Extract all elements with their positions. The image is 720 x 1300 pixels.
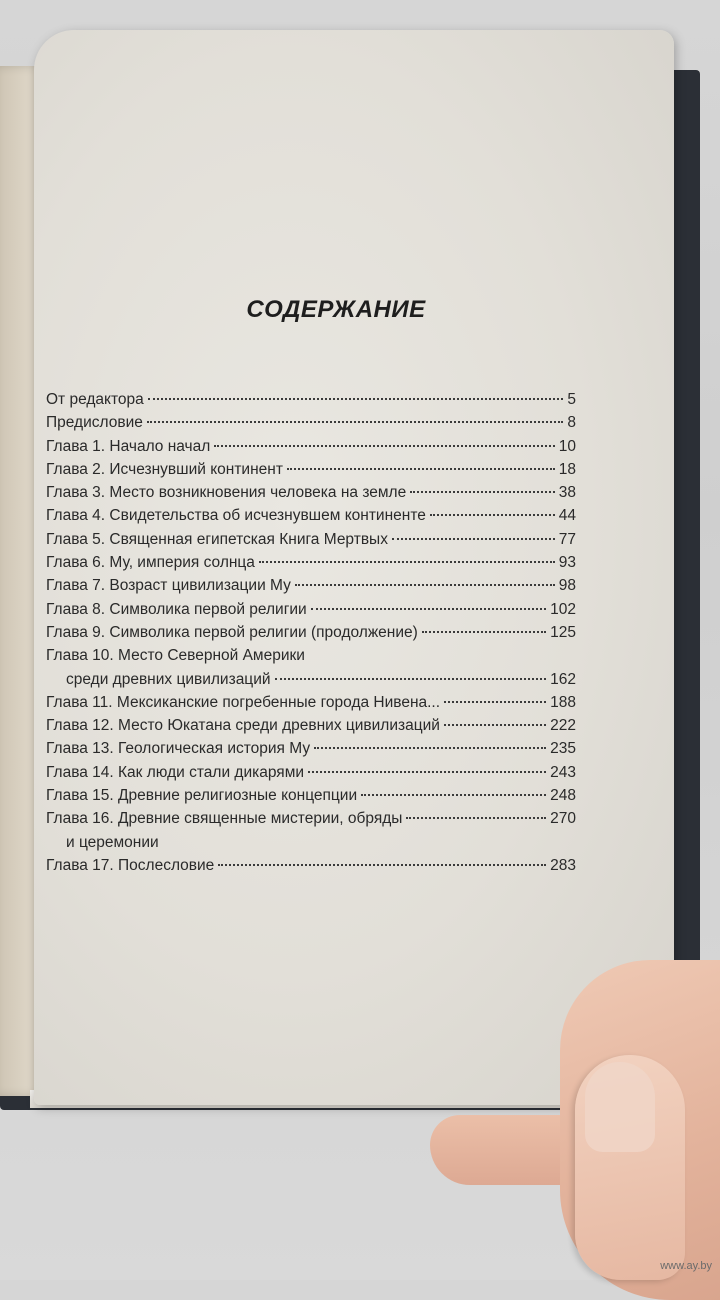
toc-entry-label: Глава 9. Символика первой религии (продолжение): [46, 623, 418, 641]
toc-leader-dots: [314, 747, 546, 749]
toc-leader-dots: [148, 398, 564, 400]
toc-entry-label: Глава 8. Символика первой религии: [46, 600, 307, 618]
toc-entry-label: Глава 13. Геологическая история Му: [46, 740, 311, 758]
toc-leader-dots: [295, 584, 555, 586]
toc-entry-page: 248: [550, 787, 576, 805]
toc-entry-label: Глава 14. Как люди стали дикарями: [46, 763, 305, 781]
toc-entry: [46, 528, 576, 551]
toc-leader-dots: [214, 445, 554, 447]
toc-entry-page: 93: [558, 554, 576, 572]
toc-entry: [46, 574, 576, 597]
toc-entry: [46, 551, 576, 574]
toc-entry-label: Глава 2. Исчезнувший континент: [46, 460, 283, 478]
toc-entry-label: От редактора: [46, 391, 144, 408]
toc-leader-dots: [444, 701, 546, 703]
toc-entry-page: 98: [558, 577, 576, 595]
toc-entry-page: 188: [550, 693, 576, 711]
toc-entry-page: 44: [558, 507, 576, 525]
toc-leader-dots: [410, 491, 555, 493]
toc-entry: [46, 854, 576, 877]
toc-leader-dots: [406, 817, 546, 819]
toc-entry-page: 270: [550, 810, 576, 828]
toc-entry-label: среди древних цивилизаций: [66, 670, 271, 688]
toc-leader-dots: [311, 608, 546, 610]
toc-entry: [46, 644, 576, 667]
toc-entry-label: Глава 10. Место Северной Америки: [46, 647, 305, 665]
toc-entry: [46, 761, 576, 784]
toc-entry: [46, 411, 576, 434]
toc-entry: [46, 458, 576, 481]
toc-entry-label: Глава 11. Мексиканские погребенные города Нивена...: [46, 693, 441, 711]
toc-title: СОДЕРЖАНИЕ: [246, 296, 426, 323]
toc-entry-label: Глава 7. Возраст цивилизации Му: [46, 577, 291, 595]
toc-leader-dots: [392, 538, 555, 540]
toc-entry-label: Глава 6. Му, империя солнца: [46, 554, 255, 572]
toc-leader-dots: [259, 561, 555, 563]
watermark: www.ay.by: [660, 1260, 712, 1272]
toc-leader-dots: [287, 468, 555, 470]
toc-entry: [46, 621, 576, 644]
toc-entry-label: Глава 17. Послесловие: [46, 856, 215, 874]
toc-entry: [46, 481, 576, 504]
toc-entry: [46, 714, 576, 737]
toc-leader-dots: [361, 794, 546, 796]
toc-leader-dots: [275, 678, 547, 680]
toc-entry-page: 5: [567, 391, 576, 408]
toc-entry-page: 18: [558, 460, 576, 478]
toc-entry-label: Глава 4. Свидетельства об исчезнувшем континенте: [46, 507, 426, 525]
toc-list: [46, 388, 576, 877]
toc-entry-page: 102: [550, 600, 576, 618]
toc-entry-label: Глава 16. Древние священные мистерии, обряды: [46, 810, 403, 828]
toc-entry-page: 10: [558, 437, 576, 455]
toc-entry-label: Глава 1. Начало начал: [46, 437, 211, 455]
toc-leader-dots: [430, 514, 555, 516]
table-of-contents: [46, 296, 576, 877]
toc-entry: [46, 668, 576, 691]
toc-leader-dots: [147, 421, 564, 423]
toc-leader-dots: [308, 771, 546, 773]
toc-entry-label: Предисловие: [46, 414, 143, 432]
toc-entry-page: 38: [558, 484, 576, 502]
toc-entry: [46, 737, 576, 760]
toc-entry-page: 283: [550, 856, 576, 874]
toc-entry: [46, 691, 576, 714]
toc-entry: [46, 504, 576, 527]
toc-leader-dots: [218, 864, 546, 866]
toc-leader-dots: [444, 724, 546, 726]
toc-entry: [46, 831, 576, 854]
toc-entry-label: и церемонии: [66, 833, 159, 851]
toc-leader-dots: [422, 631, 546, 633]
thumbnail: [585, 1062, 655, 1152]
toc-entry: [46, 435, 576, 458]
toc-entry-label: Глава 5. Священная египетская Книга Мертвых: [46, 530, 388, 548]
toc-entry-label: Глава 15. Древние религиозные концепции: [46, 787, 358, 805]
toc-entry-page: 243: [550, 763, 576, 781]
toc-entry-label: Глава 12. Место Юкатана среди древних цивилизаций: [46, 717, 440, 735]
toc-entry-page: 162: [550, 670, 576, 688]
toc-entry: [46, 598, 576, 621]
toc-entry-page: 125: [550, 623, 576, 641]
toc-entry-page: 235: [550, 740, 576, 758]
toc-entry: [46, 388, 576, 411]
toc-entry-page: 222: [550, 717, 576, 735]
toc-entry-page: 77: [558, 530, 576, 548]
toc-entry: [46, 807, 576, 830]
toc-entry-label: Глава 3. Место возникновения человека на земле: [46, 484, 407, 502]
toc-entry: [46, 784, 576, 807]
toc-entry-page: 8: [567, 414, 576, 432]
